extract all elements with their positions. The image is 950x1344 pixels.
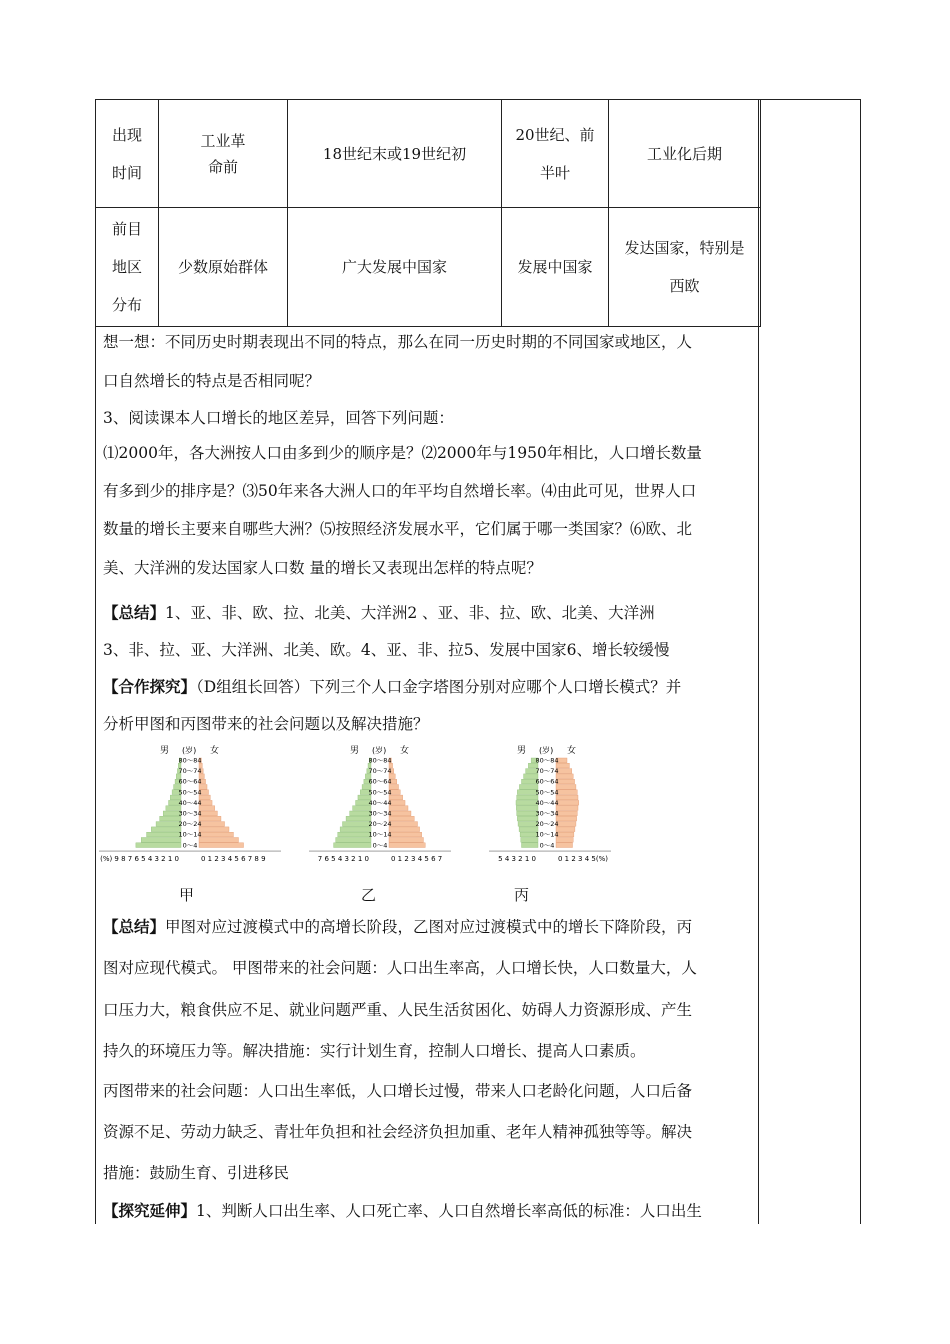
think-line-1: 想一想：不同历史时期表现出不同的特点，那么在同一历史时期的不同国家或地区，人: [103, 333, 693, 351]
cell-post-industrial-time: 工业化后期: [609, 100, 761, 208]
pyramid-female-label: 女: [210, 746, 220, 756]
cell-transition-time: 18世纪末或19世纪初: [288, 100, 502, 208]
right-axis-ticks: 0 1 2 3 4 5 6 7: [391, 855, 443, 864]
summary-2-line-7: 措施：鼓励生育、引进移民: [103, 1164, 290, 1182]
female-bar: [556, 790, 577, 795]
male-bar: [151, 827, 181, 832]
summary-2-line-4: 持久的环境压力等。解决措施：实行计划生育，控制人口增长、提高人口素质。: [103, 1042, 646, 1060]
age-label: 60～64: [535, 777, 559, 786]
female-bar: [389, 822, 418, 827]
male-bar: [336, 838, 371, 843]
cell-developing-countries: 广大发展中国家: [288, 208, 502, 327]
female-bar: [556, 843, 573, 848]
summary-1-line-1: 【总结】1、亚、非、欧、拉、北美、大洋洲2 、亚、非、拉、欧、北美、大洋洲: [103, 603, 655, 622]
age-label: 20～24: [368, 820, 392, 829]
age-label: 40～44: [178, 798, 202, 807]
pyramid-age-unit: (岁): [182, 746, 197, 755]
male-bar: [346, 816, 371, 821]
female-bar: [556, 832, 574, 837]
pyramid-jia: [95, 744, 285, 872]
female-bar: [556, 795, 578, 800]
age-label: 80～84: [535, 756, 559, 765]
extension-tag: 【探究延伸】: [103, 1201, 197, 1220]
female-bar: [199, 822, 225, 827]
male-bar: [522, 843, 539, 848]
summary-2-line-5: 丙图带来的社会问题：人口出生率低，人口增长过慢，带来人口老龄化问题，人口后备: [103, 1082, 693, 1100]
pyramid-male-label: 男: [517, 746, 527, 756]
age-label: 60～64: [178, 777, 202, 786]
pyramid-age-unit: (岁): [372, 746, 387, 755]
female-bar: [199, 832, 233, 837]
cooperate-line-1: 【合作探究】（D组组长回答）下列三个人口金字塔图分别对应哪个人口增长模式？并: [103, 677, 682, 696]
question-3-line-4: 美、大洋洲的发达国家人口数 量的增长又表现出怎样的特点呢？: [103, 559, 542, 577]
female-bar: [556, 785, 576, 790]
male-bar: [136, 843, 181, 848]
female-bar: [389, 843, 425, 848]
age-label: 50～54: [178, 788, 202, 797]
female-bar: [389, 811, 411, 816]
female-bar: [199, 827, 229, 832]
male-bar: [156, 822, 181, 827]
question-3-title: 3、阅读课本人口增长的地区差异，回答下列问题：: [103, 409, 454, 427]
pyramid-yi: [305, 744, 455, 872]
male-bar: [338, 832, 371, 837]
age-label: 10～14: [535, 830, 559, 839]
pyramid-label-yi: 乙: [361, 886, 377, 904]
age-label: 70～74: [178, 767, 202, 776]
male-bar: [141, 838, 181, 843]
age-label: 40～44: [368, 798, 392, 807]
female-bar: [389, 838, 423, 843]
age-label: 10～14: [178, 830, 202, 839]
cell-developing: 发展中国家: [502, 208, 609, 327]
pyramid-female-label: 女: [400, 746, 410, 756]
age-label: 0～4: [539, 841, 555, 850]
cell-20c-time: 20世纪、前 半叶: [502, 100, 609, 208]
female-bar: [389, 806, 408, 811]
cell-preindustrial-time: 工业革 命前: [159, 100, 288, 208]
female-bar: [556, 822, 576, 827]
female-bar: [199, 843, 244, 848]
female-bar: [389, 816, 414, 821]
age-label: 60～64: [368, 777, 392, 786]
female-bar: [556, 816, 577, 821]
question-3-line-3: 数量的增长主要来自哪些大洲？⑸按照经济发展水平，它们属于哪一类国家？⑹欧、北: [103, 520, 693, 538]
cooperate-tag: 【合作探究】: [103, 677, 197, 696]
summary-2-line-1: 【总结】甲图对应过渡模式中的高增长阶段，乙图对应过渡模式中的增长下降阶段，丙: [103, 917, 693, 936]
female-bar: [199, 811, 217, 816]
age-label: 30～34: [535, 809, 559, 818]
female-bar: [556, 838, 573, 843]
female-bar: [556, 779, 575, 784]
age-label: 0～4: [182, 841, 198, 850]
left-axis-ticks: (%) 9 8 7 6 5 4 3 2 1 0: [100, 855, 179, 864]
female-bar: [389, 827, 420, 832]
pyramid-male-label: 男: [350, 746, 360, 756]
summary-tag: 【总结】: [103, 917, 166, 936]
table-row: [96, 208, 761, 327]
age-label: 80～84: [368, 756, 392, 765]
summary-1-line-2: 3、非、拉、亚、大洋洲、北美、欧。4、亚、非、拉5、发展中国家6、增长较缓慢: [103, 641, 670, 659]
age-label: 40～44: [535, 798, 559, 807]
female-bar: [389, 832, 422, 837]
age-label: 20～24: [535, 820, 559, 829]
male-bar: [343, 822, 372, 827]
pyramid-label-bing: 丙: [514, 886, 530, 904]
cell-primitive-groups: 少数原始群体: [159, 208, 288, 327]
question-3-line-1: ⑴2000年，各大洲按人口由多到少的顺序是？⑵2000年与1950年相比，人口增长数量: [103, 444, 702, 462]
row-label-region: 前目 地区 分布: [96, 208, 159, 327]
age-label: 70～74: [535, 767, 559, 776]
cooperate-line-2: 分析甲图和丙图带来的社会问题以及解决措施？: [103, 715, 429, 733]
male-bar: [147, 832, 181, 837]
female-bar: [556, 806, 578, 811]
summary-2-line-3: 口压力大，粮食供应不足、就业问题严重、人民生活贫困化、妨碍人力资源形成、产生: [103, 1001, 693, 1019]
age-label: 20～24: [178, 820, 202, 829]
female-bar: [199, 838, 238, 843]
age-label: 70～74: [368, 767, 392, 776]
summary-tag: 【总结】: [103, 603, 166, 622]
summary-2-line-2: 图对应现代模式。 甲图带来的社会问题：人口出生率高，人口增长快，人口数量大，人: [103, 959, 697, 977]
left-axis-ticks: 5 4 3 2 1 0: [498, 855, 536, 864]
pyramid-male-label: 男: [160, 746, 170, 756]
age-label: 0～4: [372, 841, 388, 850]
age-label: 50～54: [368, 788, 392, 797]
summary-2-line-6: 资源不足、劳动力缺乏、青壮年负担和社会经济负担加重、老年人精神孤独等等。解决: [103, 1123, 693, 1141]
right-axis-ticks: 0 1 2 3 4 5 6 7 8 9: [201, 855, 266, 864]
age-label: 30～34: [368, 809, 392, 818]
age-label: 10～14: [368, 830, 392, 839]
question-3-line-2: 有多到少的排序是？⑶50年来各大洲人口的年平均自然增长率。⑷由此可见，世界人口: [103, 482, 697, 500]
female-bar: [556, 811, 577, 816]
pyramid-label-jia: 甲: [179, 886, 195, 904]
female-bar: [556, 800, 579, 805]
female-bar: [199, 816, 221, 821]
row-label-time: 出现 时间: [96, 100, 159, 208]
male-bar: [340, 827, 371, 832]
cell-developed-countries: 发达国家，特别是 西欧: [609, 208, 761, 327]
table-row: [96, 100, 761, 208]
right-axis-ticks: 0 1 2 3 4 5(%): [558, 855, 608, 864]
pyramid-bing: [485, 744, 615, 872]
age-label: 80～84: [178, 756, 202, 765]
left-axis-ticks: 7 6 5 4 3 2 1 0: [317, 855, 369, 864]
population-model-table: [95, 99, 761, 327]
age-label: 50～54: [535, 788, 559, 797]
female-bar: [556, 774, 573, 779]
age-label: 30～34: [178, 809, 202, 818]
extension-line-1: 【探究延伸】1、判断人口出生率、人口死亡率、人口自然增长率高低的标准：人口出生: [103, 1201, 702, 1220]
female-bar: [556, 827, 575, 832]
male-bar: [334, 843, 371, 848]
pyramid-age-unit: (岁): [539, 746, 554, 755]
pyramid-female-label: 女: [567, 746, 577, 756]
think-line-2: 口自然增长的特点是否相同呢？: [103, 372, 321, 390]
